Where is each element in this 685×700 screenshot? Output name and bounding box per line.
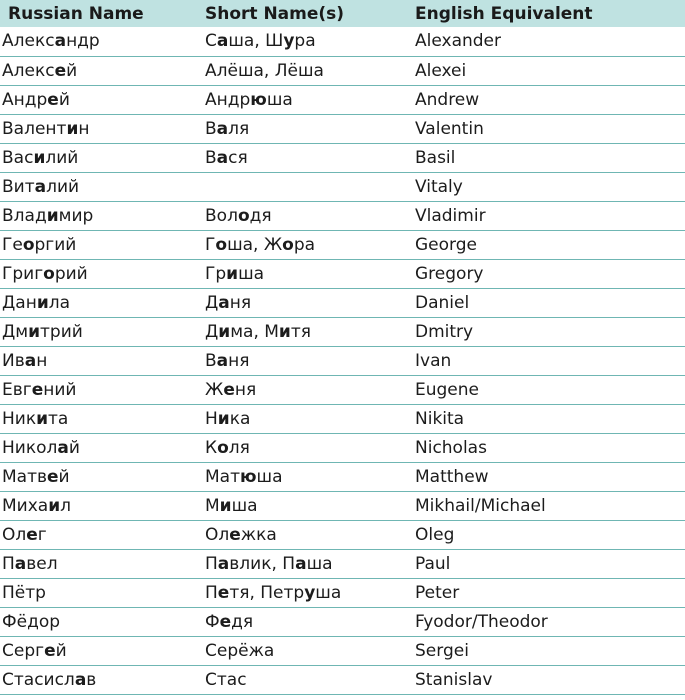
english-equivalent-cell: Andrew [407,85,685,114]
stressed-letter: и [46,205,59,226]
english-equivalent-cell: Nicholas [407,433,685,462]
header-english-equivalent: English Equivalent [415,3,593,24]
russian-name-cell: Михаил [0,491,197,520]
table-row [0,201,685,230]
short-names-cell: Саша, Шура [197,27,407,56]
stressed-letter: а [295,553,307,574]
english-equivalent-cell: Dmitry [407,317,685,346]
russian-name-cell: Николай [0,433,197,462]
stressed-letter: у [304,582,316,603]
table-row [0,85,685,114]
english-equivalent-cell: Alexei [407,56,685,85]
stressed-letter: и [66,118,79,139]
russian-name-cell: Павел [0,549,197,578]
short-names-cell: Гоша, Жора [197,230,407,259]
english-equivalent-cell: Vladimir [407,201,685,230]
stressed-letter: е [31,379,44,400]
russian-name-cell: Владимир [0,201,197,230]
stressed-letter: и [226,263,239,284]
table-row [0,520,685,549]
short-names-cell [197,172,407,201]
table-row [0,288,685,317]
russian-name-cell: Никита [0,404,197,433]
table-row [0,375,685,404]
english-equivalent-cell: Gregory [407,259,685,288]
stressed-letter: а [57,437,69,458]
russian-name-cell: Пётр [0,578,197,607]
english-equivalent-cell: Peter [407,578,685,607]
table-row [0,462,685,491]
short-names-cell: Стас [197,665,407,694]
russian-name-cell: Сергей [0,636,197,665]
stressed-letter: и [278,321,291,342]
short-names-cell: Гриша [197,259,407,288]
russian-name-cell: Иван [0,346,197,375]
short-names-cell: Женя [197,375,407,404]
stressed-letter: и [36,408,49,429]
russian-name-cell: Андрей [0,85,197,114]
table-row [0,230,685,259]
russian-name-cell: Григорий [0,259,197,288]
stressed-letter: и [28,321,41,342]
table-row [0,607,685,636]
table-row [0,56,685,85]
stressed-letter: е [44,640,56,661]
table-header [0,0,685,27]
stressed-letter: е [54,60,67,81]
russian-name-cell: Алексей [0,56,197,85]
russian-name-cell: Фёдор [0,607,197,636]
stressed-letter: а [217,553,230,574]
short-names-cell: Миша [197,491,407,520]
english-equivalent-cell: Valentin [407,114,685,143]
english-equivalent-cell: Stanislav [407,665,685,694]
russian-name-cell: Стасислав [0,665,197,694]
russian-name-cell: Георгий [0,230,197,259]
english-equivalent-cell: Matthew [407,462,685,491]
stressed-letter: а [74,669,87,690]
stressed-letter: и [218,321,231,342]
stressed-letter: е [217,582,230,603]
stressed-letter: а [24,350,37,371]
table-row [0,259,685,288]
short-names-cell: Валя [197,114,407,143]
russian-name-cell: Виталий [0,172,197,201]
stressed-letter: и [36,292,49,313]
short-names-cell: Володя [197,201,407,230]
table-row [0,346,685,375]
table-row [0,27,685,56]
stressed-letter: о [237,205,250,226]
short-names-cell: Петя, Петруша [197,578,407,607]
table-row [0,114,685,143]
stressed-letter: а [216,31,229,52]
short-names-cell: Матюша [197,462,407,491]
russian-name-cell: Евгений [0,375,197,404]
stressed-letter: о [215,234,228,255]
english-equivalent-cell: Mikhail/Michael [407,491,685,520]
russian-name-cell: Валентин [0,114,197,143]
stressed-letter: о [282,234,294,255]
stressed-letter: е [229,524,241,545]
stressed-letter: а [216,147,229,168]
short-names-cell: Андрюша [197,85,407,114]
table-row [0,549,685,578]
english-equivalent-cell: Alexander [407,27,685,56]
table-row [0,636,685,665]
short-names-cell: Коля [197,433,407,462]
table-row [0,172,685,201]
stressed-letter: е [47,89,59,110]
english-equivalent-cell: Nikita [407,404,685,433]
english-equivalent-cell: Oleg [407,520,685,549]
english-equivalent-cell: Vitaly [407,172,685,201]
stressed-letter: о [22,234,35,255]
short-names-cell: Дима, Митя [197,317,407,346]
short-names-cell: Серёжа [197,636,407,665]
short-names-cell: Алёша, Лёша [197,56,407,85]
table-row [0,433,685,462]
stressed-letter: а [34,176,47,197]
english-equivalent-cell: Ivan [407,346,685,375]
short-names-cell: Олежка [197,520,407,549]
english-equivalent-cell: Eugene [407,375,685,404]
stressed-letter: а [14,553,27,574]
short-names-cell: Федя [197,607,407,636]
russian-name-cell: Александр [0,27,197,56]
table-row [0,143,685,172]
header-russian-name: Russian Name [8,3,144,24]
stressed-letter: е [219,611,232,632]
russian-name-cell: Дмитрий [0,317,197,346]
table-row [0,317,685,346]
english-equivalent-cell: George [407,230,685,259]
stressed-letter: е [223,379,235,400]
header-row [0,0,685,27]
russian-name-cell: Матвей [0,462,197,491]
header-short-names: Short Name(s) [205,3,345,24]
russian-name-cell: Данила [0,288,197,317]
short-names-cell: Вася [197,143,407,172]
stressed-letter: и [217,408,230,429]
short-names-cell: Даня [197,288,407,317]
stressed-letter: у [283,31,295,52]
stressed-letter: а [218,292,230,313]
english-equivalent-cell: Fyodor/Theodor [407,607,685,636]
table-row [0,578,685,607]
table-body [0,27,685,694]
short-names-cell: Павлик, Паша [197,549,407,578]
stressed-letter: а [54,31,67,52]
stressed-letter: ю [240,466,257,487]
stressed-letter: и [33,147,46,168]
russian-name-cell: Олег [0,520,197,549]
stressed-letter: ю [250,89,267,110]
stressed-letter: о [217,437,229,458]
russian-name-cell: Василий [0,143,197,172]
english-equivalent-cell: Daniel [407,288,685,317]
stressed-letter: е [47,466,59,487]
stressed-letter: и [48,495,61,516]
stressed-letter: и [219,495,232,516]
table-row [0,665,685,694]
table-row [0,491,685,520]
stressed-letter: е [26,524,38,545]
table-row [0,404,685,433]
english-equivalent-cell: Sergei [407,636,685,665]
english-equivalent-cell: Paul [407,549,685,578]
short-names-cell: Ника [197,404,407,433]
stressed-letter: о [43,263,55,284]
stressed-letter: а [216,350,229,371]
short-names-cell: Ваня [197,346,407,375]
stressed-letter: а [216,118,229,139]
english-equivalent-cell: Basil [407,143,685,172]
